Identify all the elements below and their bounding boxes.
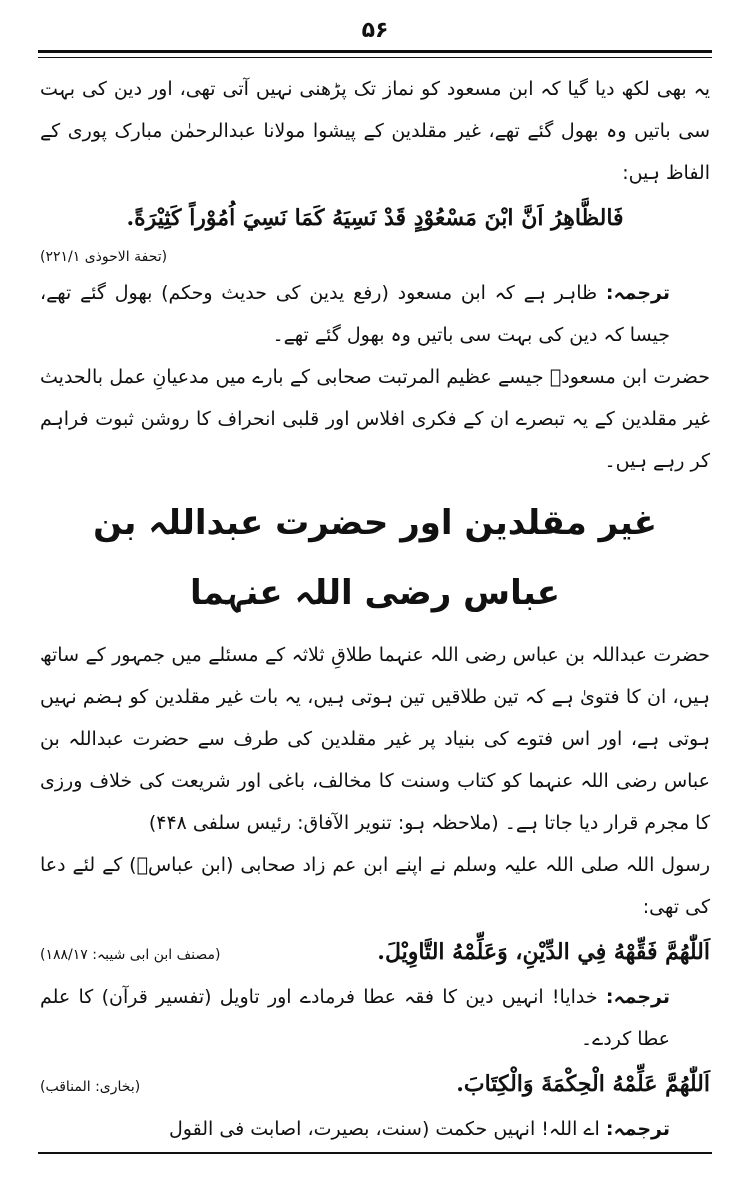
top-rule-thin xyxy=(38,57,712,58)
translation-label: ترجمہ: xyxy=(605,282,670,304)
page-content xyxy=(40,68,710,1150)
translation-label: ترجمہ: xyxy=(605,1118,670,1140)
translation-3 xyxy=(40,1108,710,1150)
arabic-quote-2: اَللّٰهُمَّ فَقِّهْهُ فِي الدِّيْنِ، وَعَلِّمْهُ التَّاوِيْلَ. xyxy=(377,939,710,965)
top-rule-thick xyxy=(38,50,712,53)
arabic-quote-3: اَللّٰهُمَّ عَلِّمْهُ الْحِكْمَةَ وَالْكِتَابَ. xyxy=(456,1071,710,1097)
arabic-quote-3-row xyxy=(40,1060,710,1108)
translation-text: خدایا! انہیں دین کا فقہ عطا فرمادے اور تاویل (تفسیر قرآن) کا علم عطا کردے۔ xyxy=(40,986,670,1050)
arabic-quote-1: فَالظَّاهِرُ اَنَّ ابْنَ مَسْعُوْدٍ قَدْ نَسِيَهُ كَمَا نَسِيَ اُمُوْراً كَثِيْرَةً. xyxy=(126,205,624,231)
paragraph-1: یہ بھی لکھ دیا گیا کہ ابن مسعود کو نماز تک پڑھنی نہیں آتی تھی، اور دین کی بہت سی باتیں وہ بھول گئے تھے، غیر مقلدین کے پیشوا مولانا عبدالرحمٰن مبارک پوری کے الفاظ ہیں: xyxy=(40,78,710,184)
reference-1: (تحفة الاحوذی ۲۲۱/۱) xyxy=(40,249,168,265)
reference-2: (مصنف ابن ابی شیبہ: ۱۸۸/۱۷) xyxy=(40,947,221,963)
translation-label: ترجمہ: xyxy=(605,986,670,1008)
paragraph-3: حضرت عبداللہ بن عباس رضی اللہ عنہما طلاقِ ثلاثہ کے مسئلے میں جمہور کے ساتھ ہیں، ان کا فتویٰ ہے کہ تین طلاقیں تین ہوتی ہیں، یہ بات غیر مقلدین کو ہضم نہیں ہوتی ہے، اور اس فتوے کی بنیاد پر غیر مقلدین کی طرف سے حضرت عبداللہ بن عباس رضی اللہ عنہما کو کتاب وسنت کا مخالف، باغی اور شریعت کی خلاف ورزی کا مجرم قرار دیا جاتا ہے۔ (ملاحظہ ہو: تنویر الآفاق: رئیس سلفی ۴۴۸) xyxy=(40,644,710,834)
translation-text: ظاہر ہے کہ ابن مسعود (رفع یدین کی حدیث وحکم) بھول گئے تھے، جیسا کہ دین کی بہت سی باتیں وہ بھول گئے تھے۔ xyxy=(40,282,670,346)
section-heading: غیر مقلدین اور حضرت عبداللہ بن عباس رضی اللہ عنہما xyxy=(93,503,657,613)
translation-text: اے اللہ! انہیں حکمت (سنت، بصیرت، اصابت فی القول xyxy=(168,1118,600,1140)
bottom-rule xyxy=(38,1152,712,1154)
paragraph-2: حضرت ابن مسعودؓ جیسے عظیم المرتبت صحابی کے بارے میں مدعیانِ عمل بالحدیث غیر مقلدین کے یہ تبصرے ان کے فکری افلاس اور قلبی انحراف کا روشن ثبوت فراہم کر رہے ہیں۔ xyxy=(40,366,710,472)
page-number: ۵۶ xyxy=(361,18,389,43)
reference-3: (بخاری: المناقب) xyxy=(40,1079,141,1095)
paragraph-4: رسول اللہ صلی اللہ علیہ وسلم نے اپنے ابن عم زاد صحابی (ابن عباسؓ) کے لئے دعا کی تھی: xyxy=(40,854,710,918)
translation-2 xyxy=(40,976,710,1060)
arabic-quote-2-row xyxy=(40,928,710,976)
translation-1 xyxy=(40,272,710,356)
